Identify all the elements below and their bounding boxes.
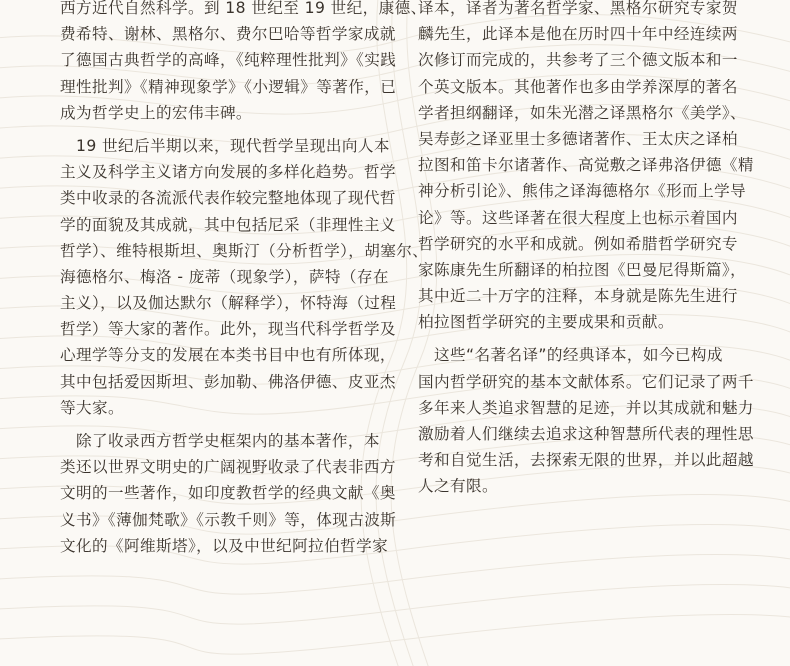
left-text-column: [60, 0, 429, 559]
text-line: 主义），以及伽达默尔（解释学），怀特海（过程: [60, 294, 397, 313]
right-text-column: [418, 0, 754, 500]
text-line: 这些“名著名译”的经典译本，如今已构成: [418, 346, 723, 365]
text-line: 其中近二十万字的注释，本身就是陈先生进行: [418, 287, 738, 306]
text-line: 西方近代自然科学。到 18 世纪至 19 世纪，康德、: [60, 0, 427, 17]
text-line: 类中收录的各流派代表作较完整地体现了现代哲: [60, 189, 396, 208]
text-line: 主义及科学主义诸方向发展的多样化趋势。哲学: [60, 163, 396, 182]
text-line: 除了收录西方哲学史框架内的基本著作，本: [60, 432, 380, 450]
text-line: 哲学研究的水平和成就。例如希腊哲学研究专: [418, 234, 738, 253]
text-line: 国内哲学研究的基本文献体系。它们记录了两千: [418, 372, 754, 391]
text-line: 译本，译者为著名哲学家、黑格尔研究专家贺: [418, 0, 738, 17]
text-line: 哲学）、维特根斯坦、奥斯汀（分析哲学），胡塞尔、: [60, 241, 429, 260]
text-line: 哲学）等大家的著作。此外，现当代科学哲学及: [60, 320, 396, 339]
text-line: 费希特、谢林、黑格尔、费尔巴哈等哲学家成就: [60, 25, 396, 44]
text-line: 文明的一些著作，如印度教哲学的经典文献《奥: [60, 484, 396, 503]
text-line: 多年来人类追求智慧的足迹，并以其成就和魅力: [418, 398, 754, 417]
text-line: 学者担纲翻译，如朱光潜之译黑格尔《美学》、: [418, 103, 747, 122]
text-line: 论》等。这些译著在很大程度上也标示着国内: [418, 208, 738, 227]
paragraph-gap: [418, 335, 743, 342]
text-line: 家陈康先生所翻译的柏拉图《巴曼尼得斯篇》，: [418, 260, 747, 279]
paragraph-gap: [60, 126, 385, 133]
text-line: 吴寿彭之译亚里士多德诸著作、王太庆之译柏: [418, 129, 738, 148]
text-line: 神分析引论》、熊伟之译海德格尔《形而上学导: [418, 182, 747, 201]
text-line: 文化的《阿维斯塔》，以及中世纪阿拉伯哲学家: [60, 536, 389, 555]
text-line: 考和自觉生活，去探索无限的世界，并以此超越: [418, 451, 754, 470]
text-line: 海德格尔、梅洛 - 庞蒂（现象学），萨特（存在: [60, 267, 389, 286]
text-line: 麟先生，此译本是他在历时四十年中经连续两: [418, 25, 738, 44]
text-line: 次修订而完成的，共参考了三个德文版本和一: [418, 51, 738, 70]
text-line: 19 世纪后半期以来，现代哲学呈现出向人本: [60, 136, 390, 155]
text-line: 柏拉图哲学研究的主要成果和贡献。: [418, 313, 674, 332]
text-line: 心理学等分支的发展在本类书目中也有所体现，: [60, 346, 396, 365]
text-line: 激励着人们继续去追求这种智慧所代表的理性思: [418, 425, 754, 443]
text-line: 了德国古典哲学的高峰，《纯粹理性批判》《实践: [60, 51, 397, 70]
text-line: 义书》《薄伽梵歌》《示教千则》等，体现古波斯: [60, 510, 397, 529]
text-line: 人之有限。: [418, 477, 498, 496]
text-line: 个英文版本。其他著作也多由学养深厚的著名: [418, 77, 738, 96]
text-line: 等大家。: [60, 398, 124, 417]
text-line: 类还以世界文明史的广阔视野收录了代表非西方: [60, 458, 396, 477]
paragraph-gap: [60, 421, 385, 428]
text-line: 成为哲学史上的宏伟丰碑。: [60, 103, 252, 122]
text-line: 拉图和笛卡尔诸著作、高觉敷之译弗洛伊德《精: [418, 156, 754, 175]
text-line: 其中包括爱因斯坦、彭加勒、佛洛伊德、皮亚杰: [60, 372, 396, 391]
text-line: 学的面貌及其成就，其中包括尼采（非理性主义: [60, 215, 396, 234]
text-line: 理性批判》《精神现象学》《小逻辑》等著作，已: [60, 77, 397, 96]
